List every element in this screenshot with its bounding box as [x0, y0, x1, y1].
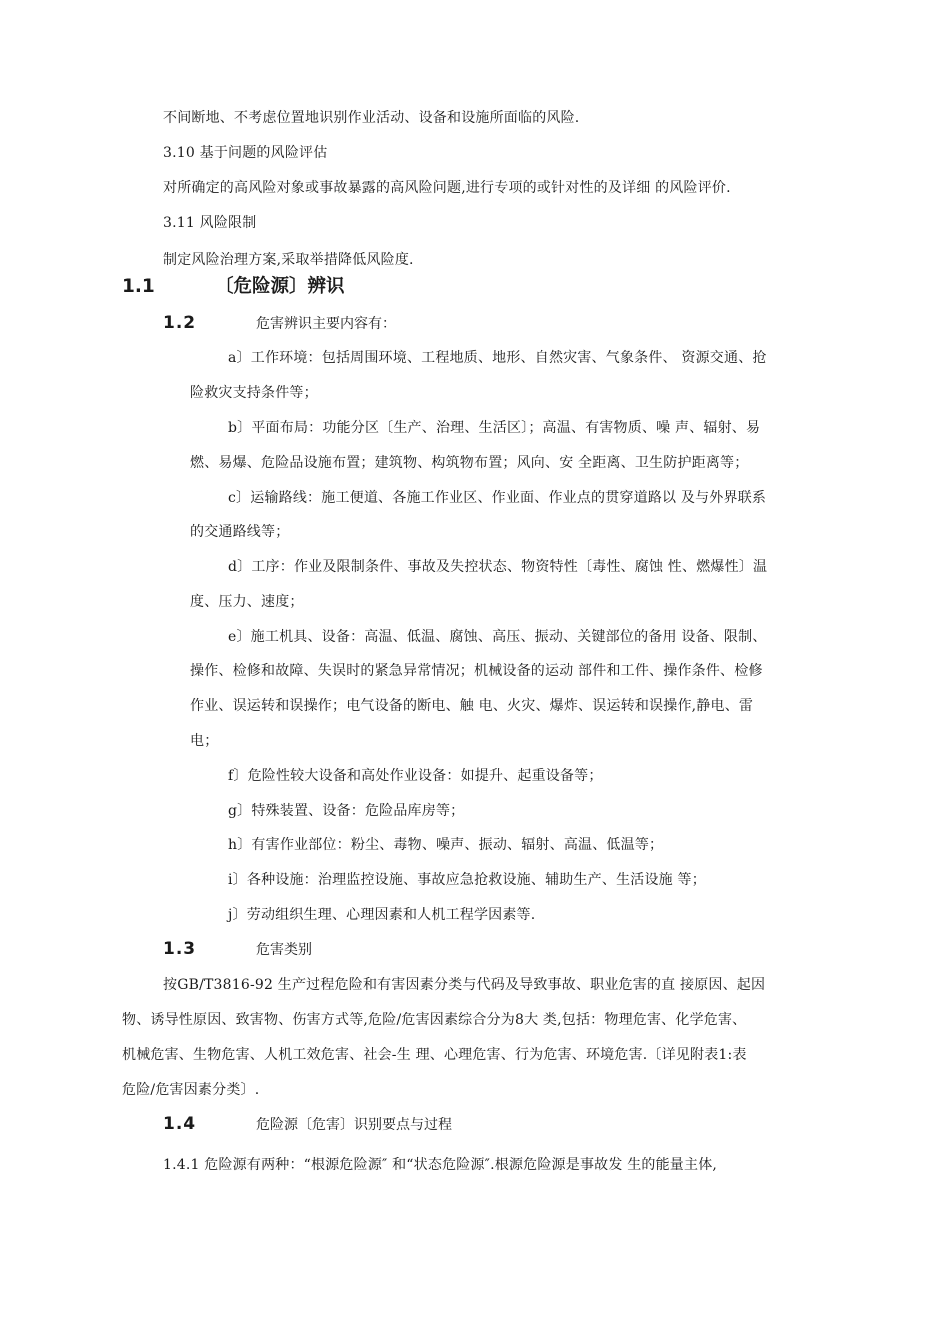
paragraph-line: 不间断地、不考虑位置地识别作业活动、设备和设施所面临的风险.: [163, 110, 580, 126]
section-title: 危害辨识主要内容有：: [256, 316, 396, 332]
list-item-c-line2: 的交通路线等；: [190, 524, 290, 540]
list-item-e-line2: 操作、检修和故障、失误时的紧急异常情况；机械设备的运动 部件和工件、操作条件、检修: [190, 663, 763, 679]
list-item-d-line2: 度、压力、速度；: [190, 594, 304, 610]
section-title: 危险源〔危害〕识别要点与过程: [256, 1117, 452, 1133]
list-item-b-line1: b〕平面布局：功能分区〔生产、治理、生活区〕；高温、有害物质、噪 声、辐射、易: [228, 420, 761, 436]
section-1-3-line2: 物、诱导性原因、致害物、伤害方式等,危险/危害因素综合分为8大 类,包括：物理危害、化学危害、: [122, 1012, 747, 1028]
section-1-3-line3: 机械危害、生物危害、人机工效危害、社会-生 理、心理危害、行为危害、环境危害.〔详见附表1:表: [122, 1047, 747, 1063]
section-number: 1.3: [163, 939, 197, 959]
list-item-b-line2: 燃、易爆、危险品设施布置；建筑物、构筑物布置；风向、安 全距离、卫生防护距离等；: [190, 455, 749, 471]
section-1-3-line1: 按GB/T3816-92 生产过程危险和有害因素分类与代码及导致事故、职业危害的直 接原因、起因: [163, 977, 766, 993]
list-item-c-line1: c〕运输路线：施工便道、各施工作业区、作业面、作业点的贯穿道路以 及与外界联系: [228, 490, 767, 506]
list-item-e-line3: 作业、误运转和误操作；电气设备的断电、触 电、火灾、爆炸、误运转和误操作,静电、雷: [190, 698, 754, 714]
section-number: 1.2: [163, 313, 197, 333]
list-item-f: f〕危险性较大设备和高处作业设备：如提升、起重设备等；: [228, 768, 603, 784]
list-item-d-line1: d〕工序：作业及限制条件、事故及失控状态、物资特性〔毒性、腐蚀 性、燃爆性〕温: [228, 559, 768, 575]
section-title: 〔危险源〕辨识: [215, 276, 345, 297]
list-item-e-line4: 电；: [190, 733, 219, 749]
section-3-11-body: 制定风险治理方案,采取举措降低风险度.: [163, 252, 414, 268]
list-item-a-line1: a〕工作环境：包括周围环境、工程地质、地形、自然灾害、气象条件、 资源交通、抢: [228, 350, 767, 366]
section-3-10-body: 对所确定的高风险对象或事故暴露的高风险问题,进行专项的或针对性的及详细 的风险评价.: [163, 180, 731, 196]
section-3-11-heading: 3.11 风险限制: [163, 215, 257, 231]
list-item-j: j〕劳动组织生理、心理因素和人机工程学因素等.: [228, 907, 536, 923]
list-item-a-line2: 险救灾支持条件等；: [190, 385, 318, 401]
list-item-i: i〕各种设施：治理监控设施、事故应急抢救设施、辅助生产、生活设施 等；: [228, 872, 706, 888]
section-number: 1.4: [163, 1114, 197, 1134]
list-item-g: g〕特殊装置、设备：危险品库房等；: [228, 803, 465, 819]
section-1-3-line4: 危险/危害因素分类〕.: [122, 1082, 260, 1098]
section-3-10-heading: 3.10 基于问题的风险评估: [163, 145, 328, 161]
section-number: 1.1: [122, 276, 155, 297]
list-item-h: h〕有害作业部位：粉尘、毒物、噪声、振动、辐射、高温、低温等；: [228, 837, 664, 853]
section-1-4-1-line1: 1.4.1 危险源有两种：“根源危险源″ 和“状态危险源″.根源危险源是事故发 生的能量主体,: [163, 1157, 718, 1173]
section-1-1-heading: [122, 275, 345, 299]
section-title: 危害类别: [256, 942, 312, 958]
list-item-e-line1: e〕施工机具、设备：高温、低温、腐蚀、高压、振动、关键部位的备用 设备、限制、: [228, 629, 767, 645]
